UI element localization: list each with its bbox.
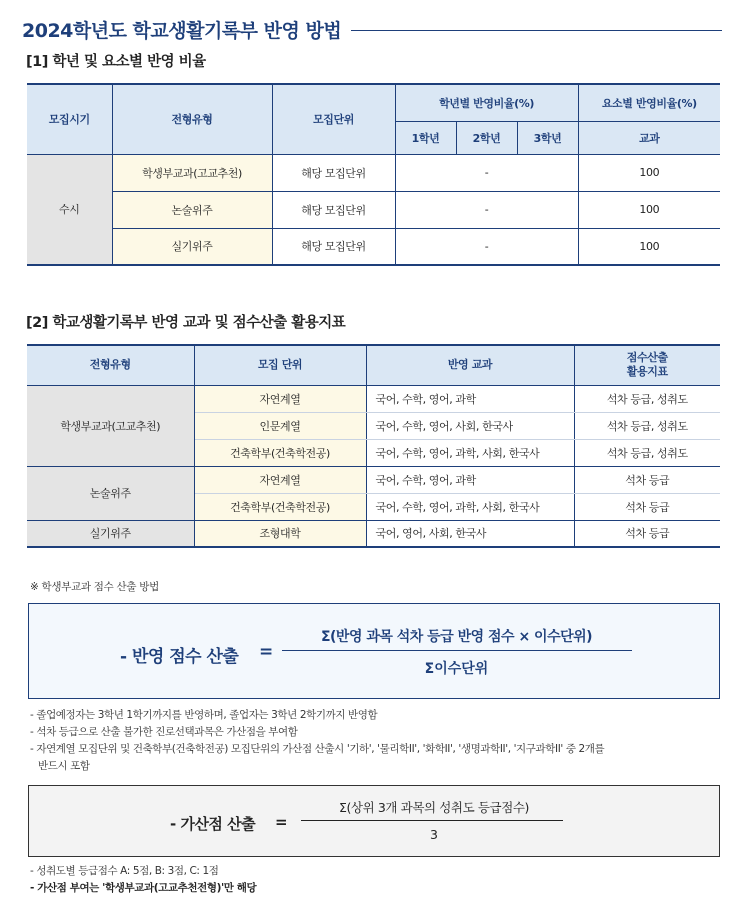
header-unit: 모집단위 bbox=[272, 84, 395, 154]
header-element-ratio: 요소별 반영비율(%) bbox=[578, 84, 720, 121]
header-grade1: 1학년 bbox=[395, 121, 456, 154]
section1-title: [1] 학년 및 요소별 반영 비율 bbox=[26, 54, 206, 70]
note-item: - 자연계열 모집단위 및 건축학부(건축학전공) 모집단위의 가산점 산출시 '기하', '물리학II', '화학II', '생명과학II', '지구과학II' 중 2개를 bbox=[30, 743, 605, 755]
unit-cell: 해당 모집단위 bbox=[272, 154, 395, 191]
subject-ratio-cell: 100 bbox=[578, 154, 720, 191]
formula-label: - 가산점 산출 bbox=[170, 815, 256, 833]
type-cell: 학생부교과(고교추천) bbox=[112, 154, 272, 191]
bonus-score-formula bbox=[28, 785, 720, 857]
table-row bbox=[27, 385, 720, 412]
period-cell: 수시 bbox=[27, 154, 112, 265]
subject-ratio-cell: 100 bbox=[578, 191, 720, 228]
section2-title: [2] 학교생활기록부 반영 교과 및 점수산출 활용지표 bbox=[26, 315, 346, 331]
unit-cell: 인문계열 bbox=[194, 412, 366, 439]
fraction-bar bbox=[282, 650, 632, 651]
fraction-bar bbox=[301, 820, 563, 821]
subject-table bbox=[27, 344, 720, 548]
unit-cell: 해당 모집단위 bbox=[272, 191, 395, 228]
note-item-continued: 반드시 포함 bbox=[38, 760, 90, 772]
formula-denominator: Σ이수단위 bbox=[424, 661, 489, 677]
header-grade-ratio: 학년별 반영비율(%) bbox=[395, 84, 578, 121]
note-item: - 성취도별 등급점수 A: 5점, B: 3점, C: 1점 bbox=[30, 865, 219, 877]
grade-ratio-cell: - bbox=[395, 191, 578, 228]
header-subject: 교과 bbox=[578, 121, 720, 154]
type-cell: 논술위주 bbox=[27, 466, 194, 520]
header-type: 전형유형 bbox=[112, 84, 272, 154]
subjects-cell: 국어, 수학, 영어, 사회, 한국사 bbox=[366, 412, 574, 439]
note-item: - 졸업예정자는 3학년 1학기까지를 반영하며, 졸업자는 3학년 2학기까지 반영함 bbox=[30, 709, 378, 721]
page-title: 2024학년도 학교생활기록부 반영 방법 bbox=[22, 19, 342, 42]
header-index bbox=[574, 345, 720, 385]
grade-ratio-cell: - bbox=[395, 228, 578, 265]
index-cell: 석차 등급, 성취도 bbox=[574, 439, 720, 466]
formula-equals: = bbox=[259, 642, 274, 662]
subjects-cell: 국어, 영어, 사회, 한국사 bbox=[366, 520, 574, 547]
index-cell: 석차 등급, 성취도 bbox=[574, 412, 720, 439]
formula-numerator: Σ(상위 3개 과목의 성취도 등급점수) bbox=[338, 800, 530, 815]
subjects-cell: 국어, 수학, 영어, 과학 bbox=[366, 466, 574, 493]
table-row bbox=[27, 228, 720, 265]
header-grade2: 2학년 bbox=[456, 121, 517, 154]
index-cell: 석차 등급 bbox=[574, 493, 720, 520]
type-cell: 실기위주 bbox=[112, 228, 272, 265]
unit-cell: 건축학부(건축학전공) bbox=[194, 439, 366, 466]
note-item: - 석차 등급으로 산출 불가한 진로선택과목은 가산점을 부여함 bbox=[30, 726, 298, 738]
table-row bbox=[27, 191, 720, 228]
formula-label: - 반영 점수 산출 bbox=[120, 647, 239, 667]
notes-list-bonus bbox=[30, 863, 710, 897]
unit-cell: 자연계열 bbox=[194, 385, 366, 412]
subjects-cell: 국어, 수학, 영어, 과학, 사회, 한국사 bbox=[366, 493, 574, 520]
grade-ratio-cell: - bbox=[395, 154, 578, 191]
index-cell: 석차 등급 bbox=[574, 520, 720, 547]
ratio-table bbox=[27, 83, 720, 266]
header-type: 전형유형 bbox=[27, 345, 194, 385]
header-index-line2: 활용지표 bbox=[626, 365, 668, 379]
header-period: 모집시기 bbox=[27, 84, 112, 154]
subjects-cell: 국어, 수학, 영어, 과학 bbox=[366, 385, 574, 412]
header-subjects: 반영 교과 bbox=[366, 345, 574, 385]
type-cell: 학생부교과(고교추천) bbox=[27, 385, 194, 466]
subjects-cell: 국어, 수학, 영어, 과학, 사회, 한국사 bbox=[366, 439, 574, 466]
table-row bbox=[27, 520, 720, 547]
header-index-line1: 점수산출 bbox=[626, 350, 668, 364]
unit-cell: 해당 모집단위 bbox=[272, 228, 395, 265]
table-row bbox=[27, 466, 720, 493]
formula-denominator: 3 bbox=[430, 827, 438, 842]
unit-cell: 자연계열 bbox=[194, 466, 366, 493]
index-cell: 석차 등급, 성취도 bbox=[574, 385, 720, 412]
type-cell: 논술위주 bbox=[112, 191, 272, 228]
notes-list bbox=[30, 707, 710, 775]
formula-equals: = bbox=[275, 813, 288, 831]
reflected-score-formula bbox=[28, 603, 720, 699]
header-grade3: 3학년 bbox=[517, 121, 578, 154]
type-cell: 실기위주 bbox=[27, 520, 194, 547]
unit-cell: 건축학부(건축학전공) bbox=[194, 493, 366, 520]
index-cell: 석차 등급 bbox=[574, 466, 720, 493]
unit-cell: 조형대학 bbox=[194, 520, 366, 547]
header-unit: 모집 단위 bbox=[194, 345, 366, 385]
calc-note-head: ※ 학생부교과 점수 산출 방법 bbox=[30, 581, 159, 593]
title-divider bbox=[351, 30, 722, 31]
table-row bbox=[27, 154, 720, 191]
title-row bbox=[22, 14, 722, 44]
note-item: - 가산점 부여는 '학생부교과(고교추천전형)'만 해당 bbox=[30, 882, 257, 894]
subject-ratio-cell: 100 bbox=[578, 228, 720, 265]
formula-numerator: Σ(반영 과목 석차 등급 반영 점수 × 이수단위) bbox=[320, 629, 593, 645]
